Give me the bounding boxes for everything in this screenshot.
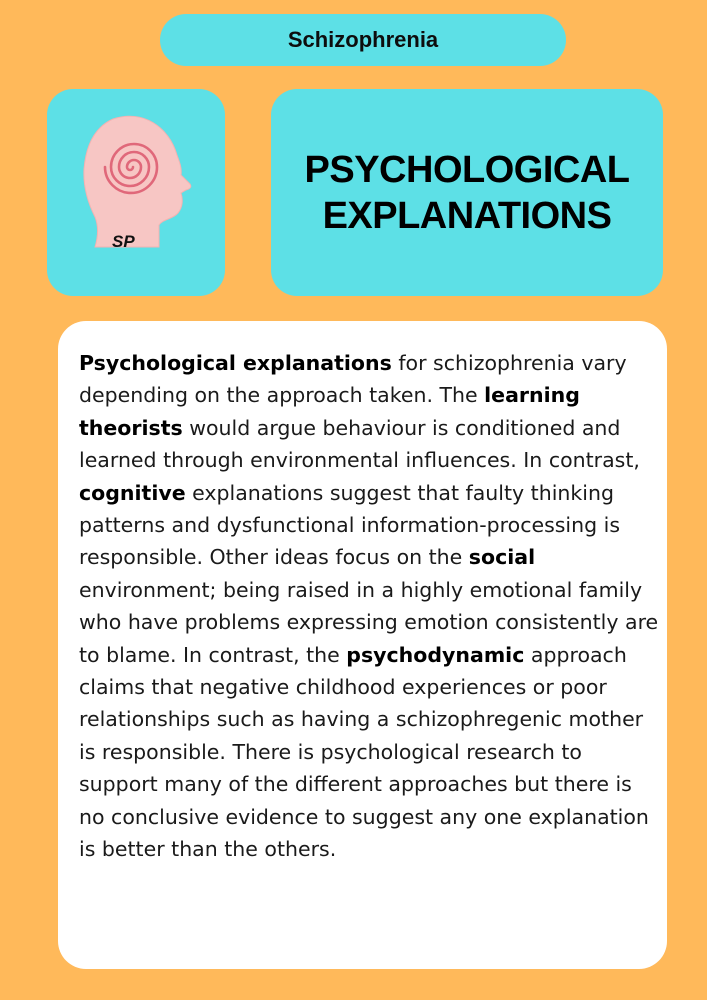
logo-card (47, 89, 225, 296)
page-title-line-1: PSYCHOLOGICAL (304, 148, 630, 191)
page-title-line-2: EXPLANATIONS (322, 194, 612, 237)
logo-initials: SP (112, 232, 135, 251)
term-cognitive: cognitive (79, 480, 186, 505)
term-psychological-explanations: Psychological explanations (79, 351, 392, 375)
body-text-2: would argue behaviour is conditioned and learned through environmental influences. In contrast, (79, 415, 640, 473)
term-social: social (468, 545, 536, 570)
head-spiral-icon (47, 89, 225, 296)
term-learning-theorists: learning theorists (79, 383, 580, 440)
head-silhouette (84, 116, 191, 247)
content-panel (58, 321, 667, 969)
body-text-4: environment; being raised in a highly emotional family who have problems expressing emotion consistently are to blame. In contrast, the (79, 577, 659, 667)
body-text-3: explanations suggest that faulty thinking patterns and dysfunctional information-processing is responsible. Other ideas focus on the (79, 480, 621, 570)
body-text-5: approach claims that negative childhood experiences or poor relationships such as having a schizophregenic mother is responsible. There is psychological research to support many of the different approaches but there is no conclusive evidence to suggest any one explanation is better than the others. (79, 642, 649, 862)
term-psychodynamic: psychodynamic (346, 642, 525, 667)
body-text-1: for schizophrenia vary depending on the approach taken. The (79, 351, 627, 408)
topic-badge (160, 14, 566, 66)
title-card (271, 89, 663, 296)
body-paragraph (79, 347, 659, 866)
topic-label: Schizophrenia (287, 27, 439, 52)
